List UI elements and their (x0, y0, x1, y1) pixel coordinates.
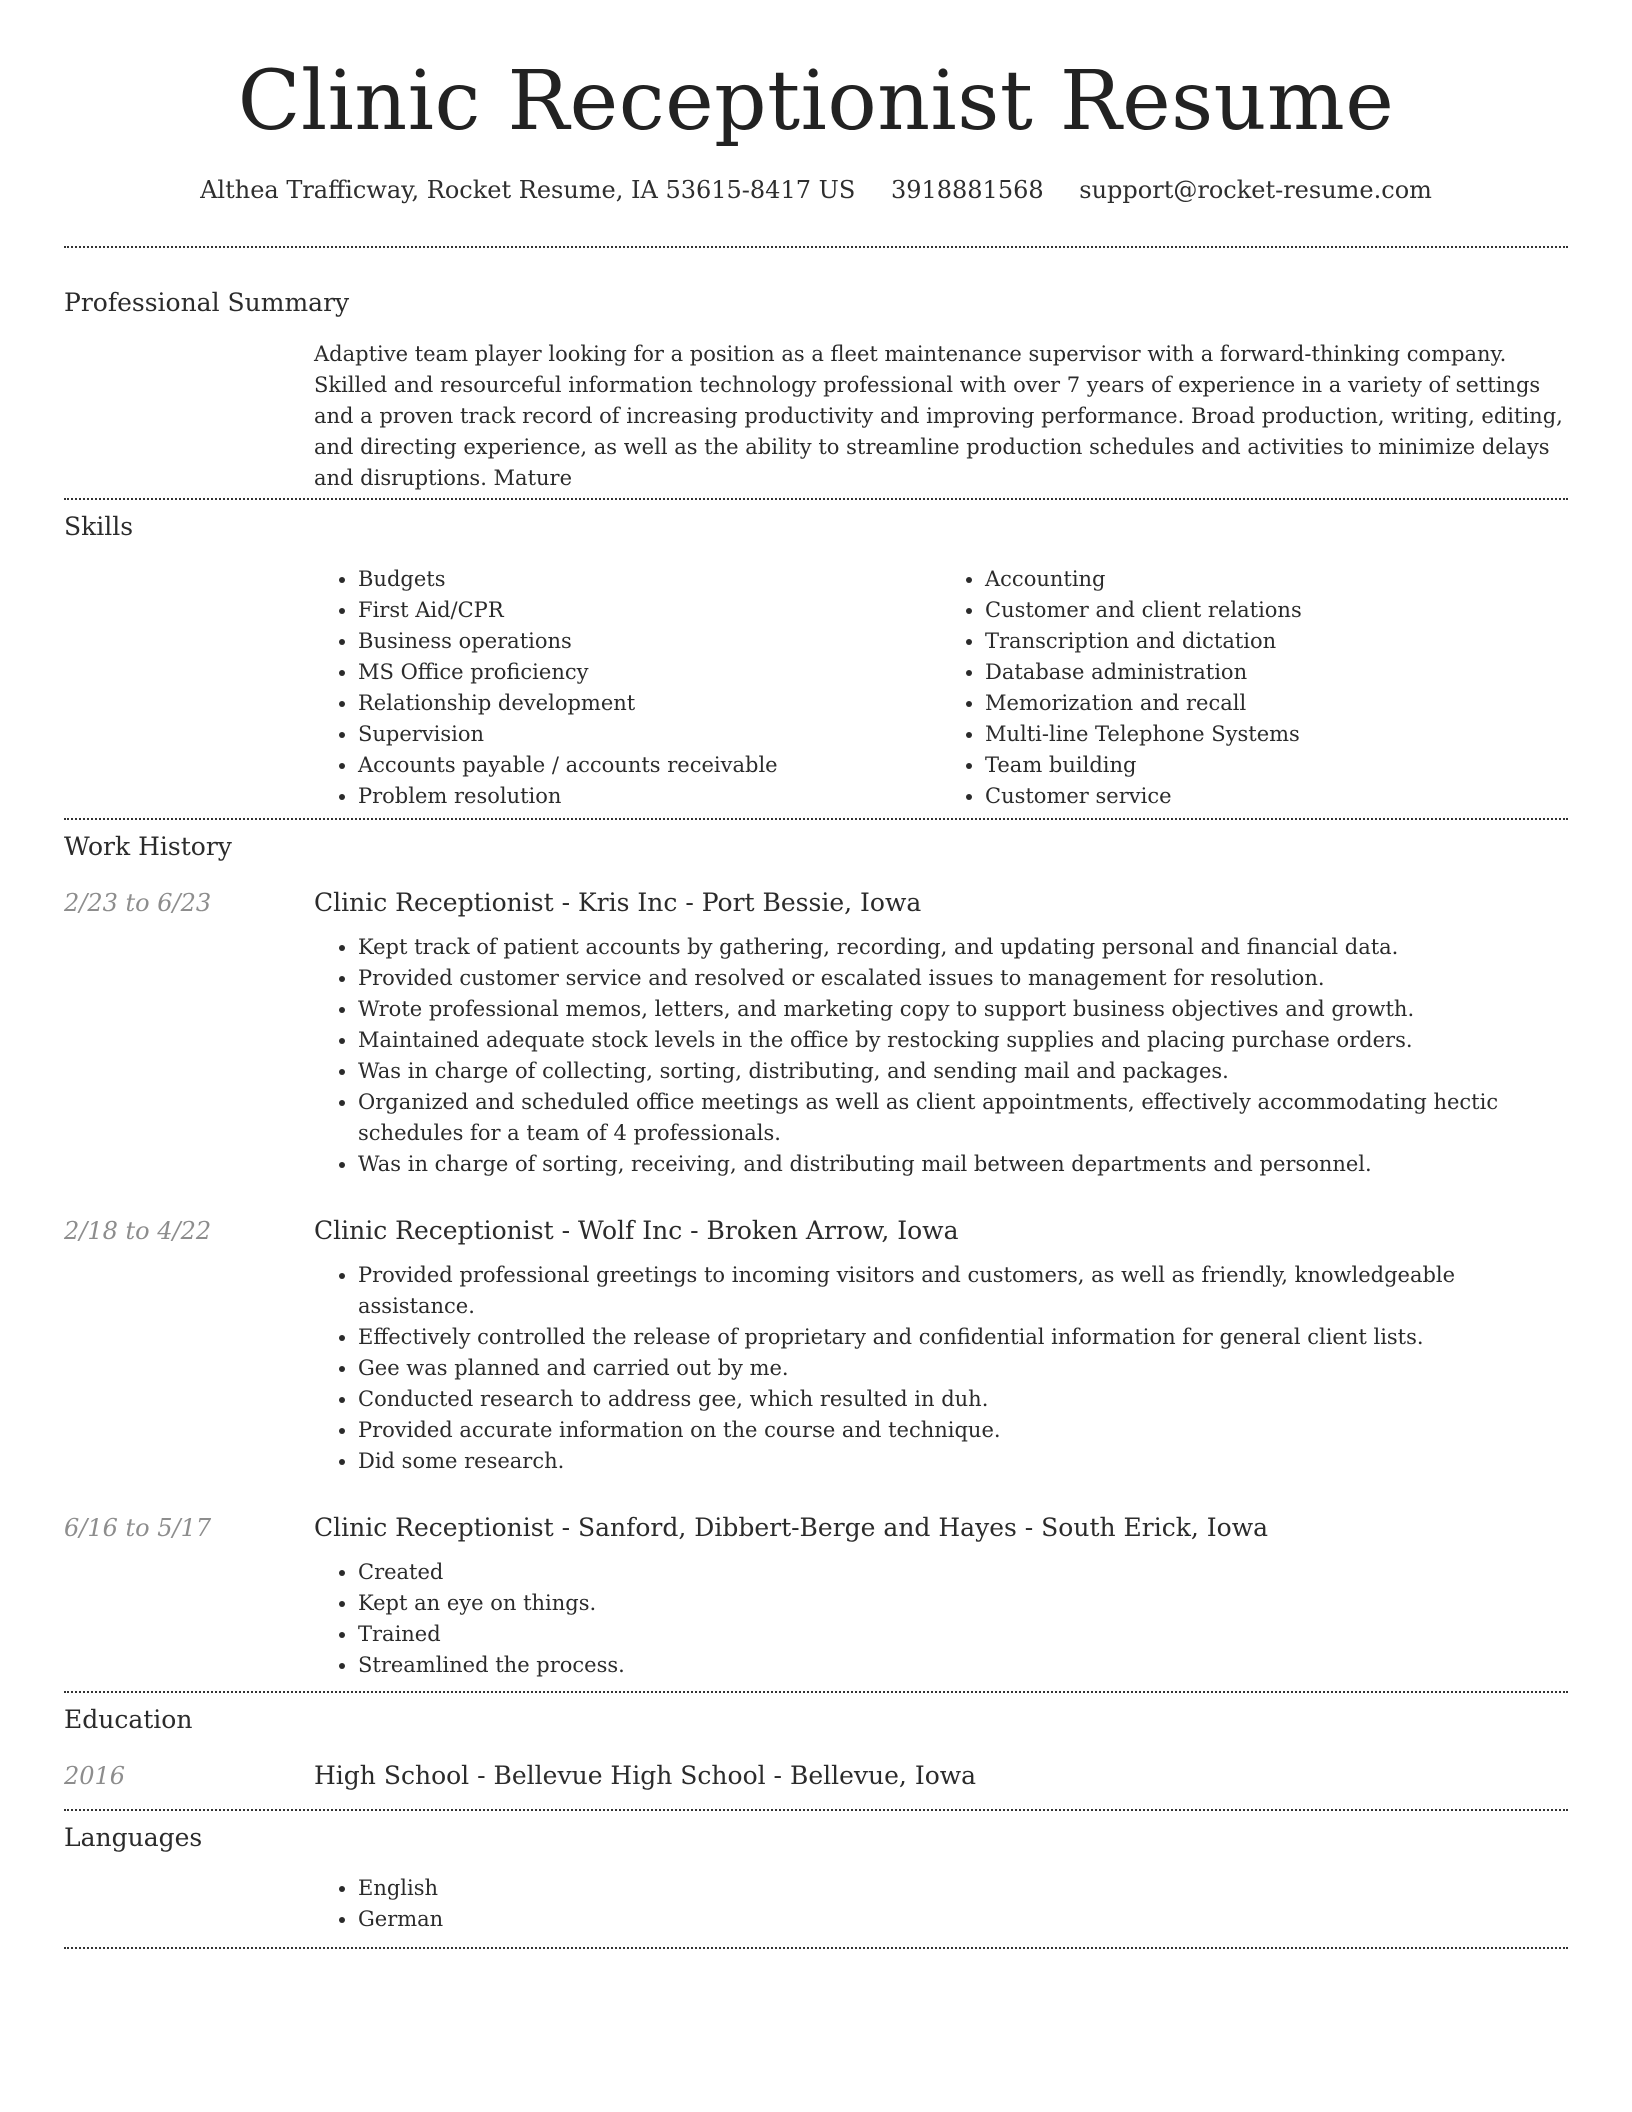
job-title: Clinic Receptionist - Wolf Inc - Broken Arrow, Iowa (314, 1216, 959, 1245)
job-bullet: • Was in charge of collecting, sorting, distributing, and sending mail and packages. (358, 1056, 1568, 1087)
job-bullet: • Organized and scheduled office meetings as well as client appointments, effectively accommodating hectic schedules for a team of 4 professionals. (358, 1087, 1568, 1149)
summary-section (64, 286, 1568, 494)
languages-content (314, 1873, 1568, 1935)
education-section (64, 1703, 1568, 1793)
education-entry (64, 1759, 1568, 1793)
skill-item: • Budgets (358, 564, 941, 595)
job-details (314, 1260, 1568, 1477)
divider (64, 498, 1568, 500)
summary-heading: Professional Summary (64, 288, 350, 317)
languages-list (314, 1873, 1568, 1935)
skill-item: • Team building (985, 750, 1568, 781)
divider (64, 1947, 1568, 1949)
job-bullet: • Was in charge of sorting, receiving, and distributing mail between departments and personnel. (358, 1149, 1568, 1180)
job-bullet-list (314, 1557, 1568, 1681)
skill-item: • Database administration (985, 657, 1568, 688)
divider (64, 1809, 1568, 1811)
job-dates: 6/16 to 5/17 (64, 1514, 212, 1542)
job-dates: 2/18 to 4/22 (64, 1217, 212, 1245)
job-header (64, 1214, 1568, 1248)
divider (64, 246, 1568, 248)
education-year: 2016 (64, 1762, 126, 1790)
skill-item: • Problem resolution (358, 781, 941, 812)
job-bullet: • Effectively controlled the release of proprietary and confidential information for general client lists. (358, 1322, 1568, 1353)
job-bullet: • Kept an eye on things. (358, 1588, 1568, 1619)
languages-heading: Languages (64, 1823, 203, 1852)
education-title: High School - Bellevue High School - Bellevue, Iowa (314, 1761, 977, 1790)
languages-section (64, 1821, 1568, 1935)
language-item: • German (358, 1904, 1568, 1935)
summary-text: Adaptive team player looking for a position as a fleet maintenance supervisor with a forward-thinking company. Skilled and resourceful information technology professional with over 7 years of experience in a variety of settings and a proven track record of increasing productivity and improving performance. Broad production, writing, editing, and directing experience, as well as the ability to streamline production schedules and activities to minimize delays and disruptions. Mature (314, 342, 1563, 490)
job-bullet: • Created (358, 1557, 1568, 1588)
skills-heading: Skills (64, 512, 134, 541)
skill-item: • First Aid/CPR (358, 595, 941, 626)
skill-item: • Supervision (358, 719, 941, 750)
page-title: Clinic Receptionist Resume (237, 54, 1395, 149)
education-heading: Education (64, 1705, 193, 1734)
skill-item: • Transcription and dictation (985, 626, 1568, 657)
job-bullet: • Provided accurate information on the course and technique. (358, 1415, 1568, 1446)
contact-info (64, 172, 1568, 208)
job-bullet: • Trained (358, 1619, 1568, 1650)
skills-list-right (941, 564, 1568, 812)
job-bullet: • Kept track of patient accounts by gathering, recording, and updating personal and financial data. (358, 932, 1568, 963)
skill-item: • Memorization and recall (985, 688, 1568, 719)
job-bullet: • Provided customer service and resolved or escalated issues to management for resolution. (358, 963, 1568, 994)
skills-section (64, 510, 1568, 812)
divider (64, 818, 1568, 820)
job-bullet-list (314, 1260, 1568, 1477)
summary-content (314, 339, 1568, 494)
job-header (64, 1511, 1568, 1545)
divider (64, 1691, 1568, 1693)
skill-item: • Customer service (985, 781, 1568, 812)
job-details (314, 1557, 1568, 1681)
job-entry (64, 1214, 1568, 1477)
job-entry (64, 1511, 1568, 1681)
skills-grid (314, 564, 1568, 812)
contact-email: support@rocket-resume.com (1079, 176, 1432, 204)
skill-item: • Accounts payable / accounts receivable (358, 750, 941, 781)
skill-item: • MS Office proficiency (358, 657, 941, 688)
job-bullet: • Maintained adequate stock levels in the office by restocking supplies and placing purchase orders. (358, 1025, 1568, 1056)
skill-item: • Multi-line Telephone Systems (985, 719, 1568, 750)
skill-item: • Accounting (985, 564, 1568, 595)
language-item: • English (358, 1873, 1568, 1904)
contact-address: Althea Trafficway, Rocket Resume, IA 53615-8417 US (200, 176, 856, 204)
skill-item: • Relationship development (358, 688, 941, 719)
work-history-heading: Work History (64, 832, 232, 861)
job-bullet: • Conducted research to address gee, which resulted in duh. (358, 1384, 1568, 1415)
work-history-section (64, 830, 1568, 1681)
job-header (64, 886, 1568, 920)
job-title: Clinic Receptionist - Kris Inc - Port Bessie, Iowa (314, 888, 922, 917)
contact-phone: 3918881568 (890, 176, 1044, 204)
job-entry (64, 886, 1568, 1180)
job-bullet-list (314, 932, 1568, 1180)
job-bullet: • Gee was planned and carried out by me. (358, 1353, 1568, 1384)
job-bullet: • Wrote professional memos, letters, and marketing copy to support business objectives and growth. (358, 994, 1568, 1025)
skill-item: • Business operations (358, 626, 941, 657)
job-bullet: • Streamlined the process. (358, 1650, 1568, 1681)
job-dates: 2/23 to 6/23 (64, 889, 212, 917)
job-bullet: • Did some research. (358, 1446, 1568, 1477)
skills-list-left (314, 564, 941, 812)
job-bullet: • Provided professional greetings to incoming visitors and customers, as well as friendly, knowledgeable assistance. (358, 1260, 1568, 1322)
job-title: Clinic Receptionist - Sanford, Dibbert-Berge and Hayes - South Erick, Iowa (314, 1513, 1269, 1542)
job-details (314, 932, 1568, 1180)
skill-item: • Customer and client relations (985, 595, 1568, 626)
